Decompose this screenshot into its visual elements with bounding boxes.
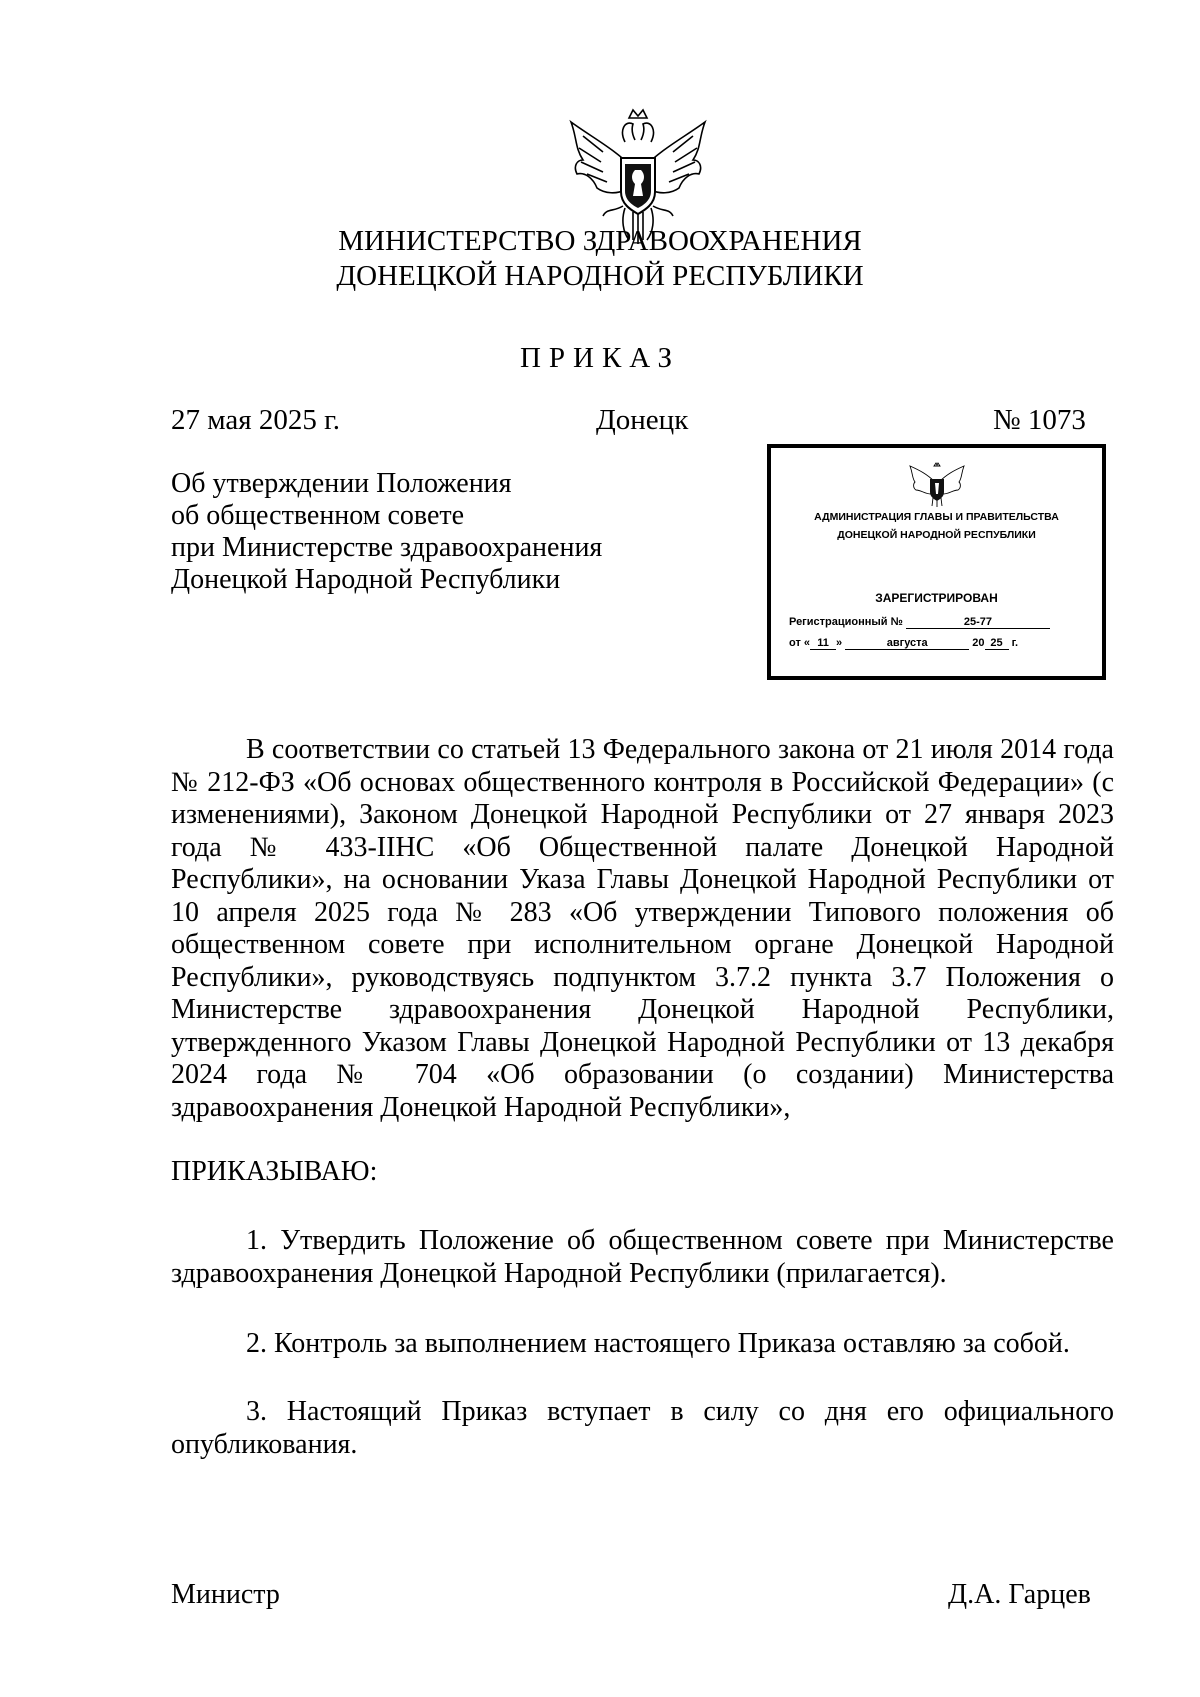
order-date: 27 мая 2025 г. bbox=[171, 404, 340, 436]
stamp-year-prefix: 20 bbox=[972, 637, 985, 649]
subject-line: при Министерстве здравоохранения bbox=[171, 532, 603, 563]
stamp-status: ЗАРЕГИСТРИРОВАН bbox=[875, 591, 998, 605]
stamp-year-suffix: г. bbox=[1011, 637, 1019, 649]
stamp-reg-number: 25-77 bbox=[906, 616, 1050, 629]
order-word: ПРИКАЗЫВАЮ: bbox=[171, 1156, 378, 1187]
order-item-1 bbox=[171, 1225, 1114, 1290]
stamp-org-line: ДОНЕЦКОЙ НАРОДНОЙ РЕСПУБЛИКИ bbox=[837, 529, 1036, 541]
subject-line: Об утверждении Положения bbox=[171, 468, 512, 499]
stamp-reg-number-line bbox=[789, 616, 1050, 629]
subject-line: об общественном совете bbox=[171, 500, 465, 531]
preamble bbox=[171, 734, 1114, 1124]
stamp-date-prefix: от « bbox=[789, 637, 811, 649]
stamp-reg-label: Регистрационный № bbox=[789, 616, 903, 628]
order-number: № 1073 bbox=[993, 404, 1086, 436]
stamp-emblem-icon bbox=[907, 462, 967, 508]
order-item-text: 3. Настоящий Приказ вступает в силу со дня его официального опубликования. bbox=[171, 1396, 1114, 1460]
order-item-text: 2. Контроль за выполнением настоящего Приказа оставляю за собой. bbox=[246, 1328, 1070, 1359]
document-type-title: ПРИКАЗ bbox=[519, 342, 681, 374]
stamp-date-line bbox=[789, 637, 1018, 650]
stamp-year: 25 bbox=[985, 637, 1009, 650]
stamp-organization bbox=[771, 508, 1102, 544]
stamp-org-line: АДМИНИСТРАЦИЯ ГЛАВЫ И ПРАВИТЕЛЬСТВА bbox=[814, 511, 1059, 523]
stamp-date-mid: » bbox=[836, 637, 843, 649]
signatory-position: Министр bbox=[171, 1579, 280, 1610]
registration-stamp bbox=[767, 444, 1106, 680]
stamp-day: 11 bbox=[810, 637, 836, 650]
signatory-name: Д.А. Гарцев bbox=[948, 1579, 1091, 1610]
ministry-name-line1: МИНИСТЕРСТВО ЗДРАВООХРАНЕНИЯ bbox=[338, 225, 862, 257]
order-item-3 bbox=[171, 1396, 1114, 1461]
order-item-2 bbox=[171, 1328, 1114, 1361]
ministry-name-line2: ДОНЕЦКОЙ НАРОДНОЙ РЕСПУБЛИКИ bbox=[336, 260, 864, 292]
stamp-month: августа bbox=[845, 637, 969, 650]
order-subject bbox=[171, 468, 691, 596]
preamble-text: В соответствии со статьей 13 Федерального закона от 21 июля 2014 года № 212-ФЗ «Об основах общественного контроля в Российской Федерации» (с изменениями), Законом Донецкой Народной Республики от 27 января 2023 года № 433-IIНС «Об Общественной палате Донецкой Народной Республики», на основании Указа Главы Донецкой Народной Республики от 10 апреля 2025 года № 283 «Об утверждении Типового положения об общественном совете при исполнительном органе Донецкой Народной Республики», руководствуясь подпунктом 3.7.2 пункта 3.7 Положения о Министерстве здравоохранения Донецкой Народной Республики, утвержденного Указом Главы Донецкой Народной Республики от 13 декабря 2024 года № 704 «Об образовании (о создании) Министерства здравоохранения Донецкой Народной Республики», bbox=[171, 734, 1114, 1123]
subject-line: Донецкой Народной Республики bbox=[171, 564, 561, 595]
order-item-text: 1. Утвердить Положение об общественном совете при Министерстве здравоохранения Донецкой Народной Республики (прилагается). bbox=[171, 1225, 1114, 1289]
order-city: Донецк bbox=[596, 404, 689, 436]
